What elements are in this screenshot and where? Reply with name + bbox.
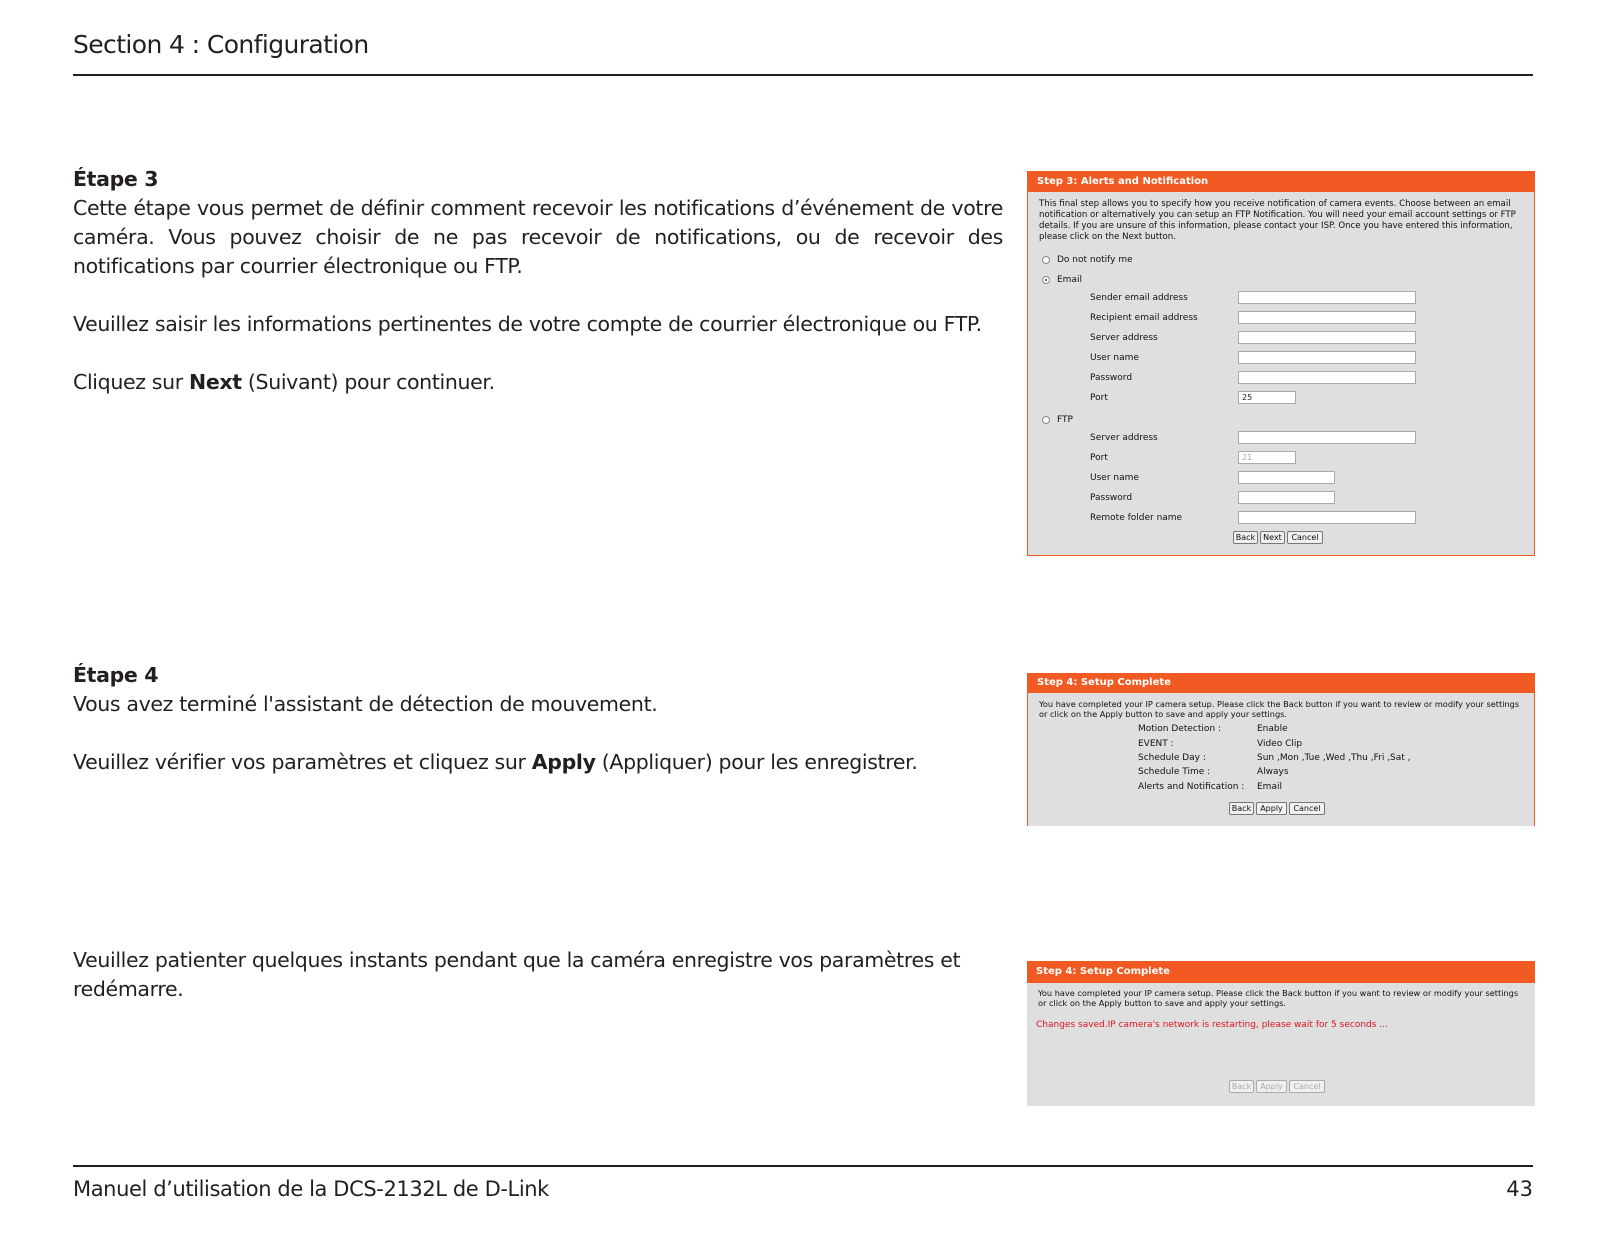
ftp-user-label: User name <box>1090 473 1139 483</box>
page-header <box>73 30 1533 76</box>
email-port-label: Port <box>1090 393 1108 403</box>
summary-value: Sun ,Mon ,Tue ,Wed ,Thu ,Fri ,Sat , <box>1257 753 1411 763</box>
step4-p2-post: (Appliquer) pour les enregistrer. <box>595 750 918 774</box>
apply-button[interactable]: Apply <box>1256 802 1287 815</box>
radio-ftp-label: FTP <box>1057 415 1073 425</box>
summary-label: Motion Detection : <box>1138 724 1221 734</box>
email-password-input[interactable] <box>1238 371 1416 384</box>
ftp-password-label: Password <box>1090 493 1133 503</box>
email-password-label: Password <box>1090 373 1133 383</box>
back-button[interactable]: Back <box>1229 802 1254 815</box>
radio-selected-icon <box>1042 276 1050 284</box>
step4-p2-pre: Veuillez vérifier vos paramètres et cliquez sur <box>73 750 532 774</box>
email-user-input[interactable] <box>1238 351 1416 364</box>
ftp-user-input[interactable] <box>1238 471 1335 484</box>
email-port-input[interactable]: 25 <box>1238 391 1296 404</box>
back-button[interactable]: Back <box>1233 531 1258 544</box>
recipient-email-input[interactable] <box>1238 311 1416 324</box>
wait-paragraph: Veuillez patienter quelques instants pendant que la caméra enregistre vos paramètres et redémarre. <box>73 948 961 1001</box>
section-title: Section 4 : Configuration <box>73 30 369 59</box>
restart-panel <box>1027 961 1535 1106</box>
step3-paragraph-1: Cette étape vous permet de définir comment recevoir les notifications d’événement de votre caméra. Vous pouvez choisir de ne pas recevoir de notifications, ou de recevoir des notifications par courrier électronique ou FTP. <box>73 196 1003 278</box>
summary-label: EVENT : <box>1138 739 1174 749</box>
sender-email-label: Sender email address <box>1090 293 1188 303</box>
back-button[interactable]: Back <box>1229 1080 1254 1093</box>
next-button[interactable]: Next <box>1260 531 1285 544</box>
wait-text <box>73 946 973 1004</box>
step4-paragraph-2 <box>73 748 1003 777</box>
setup-complete-panel <box>1027 673 1535 826</box>
email-server-label: Server address <box>1090 333 1158 343</box>
step3-paragraph-3 <box>73 368 1003 397</box>
setup-complete-title: Step 4: Setup Complete <box>1028 673 1534 693</box>
page-number: 43 <box>1506 1177 1533 1201</box>
radio-do-not-notify-label: Do not notify me <box>1057 255 1133 265</box>
restart-panel-title: Step 4: Setup Complete <box>1027 961 1535 983</box>
step4-p2-bold: Apply <box>531 750 596 774</box>
alerts-panel-title: Step 3: Alerts and Notification <box>1028 172 1534 192</box>
sender-email-input[interactable] <box>1238 291 1416 304</box>
setup-complete-intro: You have completed your IP camera setup. Please click the Back button if you want to review or modify your settings or click on the Apply button to save and apply your settings. <box>1039 699 1520 719</box>
summary-label: Alerts and Notification : <box>1138 782 1245 792</box>
ftp-server-input[interactable] <box>1238 431 1416 444</box>
alerts-panel <box>1027 171 1535 556</box>
ftp-folder-input[interactable] <box>1238 511 1416 524</box>
summary-label: Schedule Day : <box>1138 753 1206 763</box>
email-user-label: User name <box>1090 353 1139 363</box>
step4-paragraph-1: Vous avez terminé l'assistant de détection de mouvement. <box>73 692 658 716</box>
manual-title: Manuel d’utilisation de la DCS-2132L de D-Link <box>73 1177 549 1201</box>
ftp-port-input[interactable]: 21 <box>1238 451 1296 464</box>
apply-button[interactable]: Apply <box>1256 1080 1287 1093</box>
summary-value: Enable <box>1257 724 1288 734</box>
radio-do-not-notify[interactable] <box>1042 255 1133 265</box>
ftp-folder-label: Remote folder name <box>1090 513 1183 523</box>
radio-email-label: Email <box>1057 275 1082 285</box>
restart-message: Changes saved.IP camera's network is restarting, please wait for 5 seconds ... <box>1036 1020 1388 1030</box>
ftp-port-label: Port <box>1090 453 1108 463</box>
step3-paragraph-2: Veuillez saisir les informations pertinentes de votre compte de courrier électronique ou FTP. <box>73 312 982 336</box>
step3-p3-pre: Cliquez sur <box>73 370 190 394</box>
step3-p3-bold: Next <box>189 370 242 394</box>
cancel-button[interactable]: Cancel <box>1289 1080 1325 1093</box>
step3-text <box>73 165 1003 397</box>
summary-value: Video Clip <box>1257 739 1303 749</box>
step3-heading: Étape 3 <box>73 167 159 191</box>
restart-panel-intro: You have completed your IP camera setup. Please click the Back button if you want to review or modify your settings or click on the Apply button to save and apply your settings. <box>1038 988 1519 1008</box>
step4-text <box>73 661 1003 777</box>
cancel-button[interactable]: Cancel <box>1287 531 1323 544</box>
summary-value: Always <box>1257 767 1289 777</box>
step3-p3-post: (Suivant) pour continuer. <box>241 370 495 394</box>
radio-ftp[interactable] <box>1042 415 1073 425</box>
radio-icon <box>1042 416 1050 424</box>
alerts-panel-intro: This final step allows you to specify how you receive notification of camera events. Choose between an email notification or alternatively you can setup an FTP Notification. You will need your email account settings or FTP details. If you are unsure of this information, please contact your ISP. Once you have entered this information, please click on the Next button. <box>1039 199 1516 242</box>
ftp-password-input[interactable] <box>1238 491 1335 504</box>
email-server-input[interactable] <box>1238 331 1416 344</box>
recipient-email-label: Recipient email address <box>1090 313 1198 323</box>
radio-email[interactable] <box>1042 275 1082 285</box>
page-footer <box>73 1165 1533 1201</box>
radio-icon <box>1042 256 1050 264</box>
ftp-server-label: Server address <box>1090 433 1158 443</box>
cancel-button[interactable]: Cancel <box>1289 802 1325 815</box>
summary-value: Email <box>1257 782 1282 792</box>
summary-label: Schedule Time : <box>1138 767 1211 777</box>
step4-heading: Étape 4 <box>73 663 159 687</box>
